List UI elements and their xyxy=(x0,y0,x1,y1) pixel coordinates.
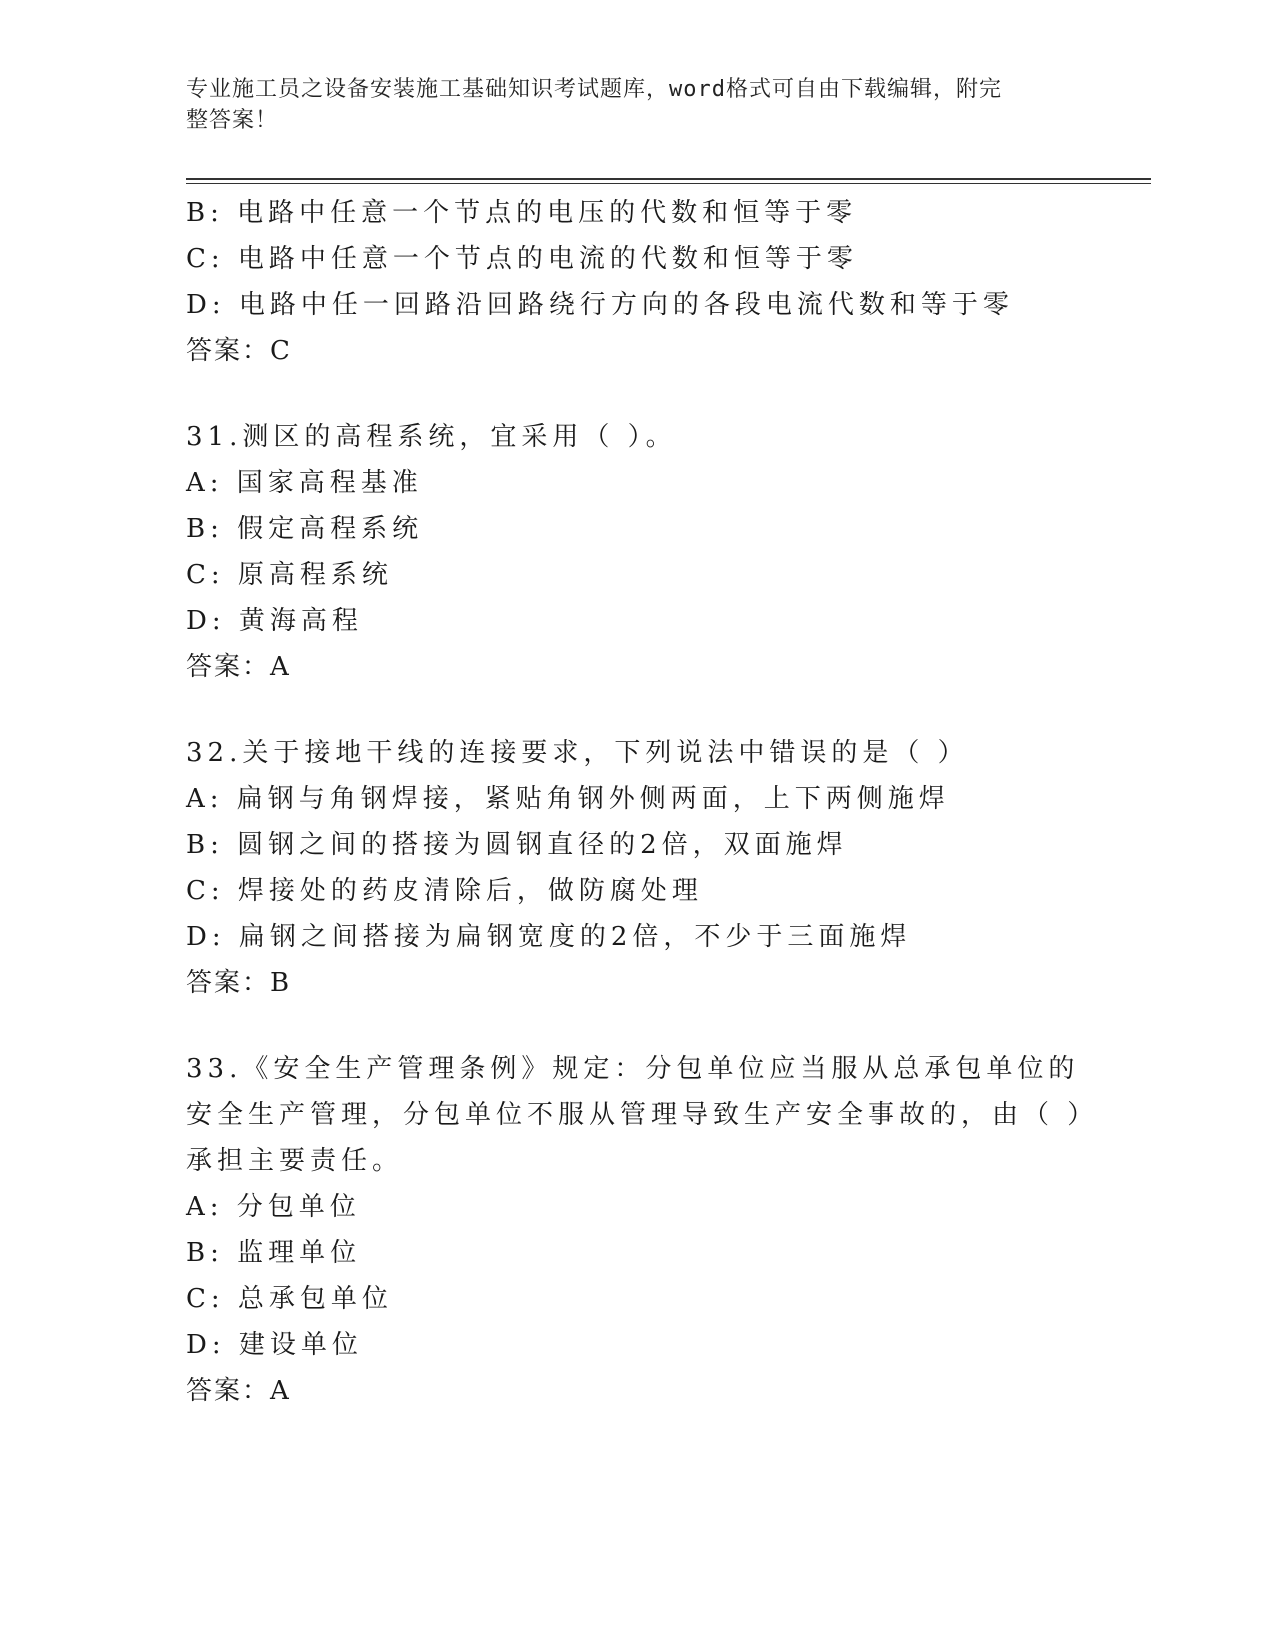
option-b: B: 监理单位 xyxy=(186,1238,362,1268)
question-list xyxy=(186,190,1086,1414)
answer: 答案：A xyxy=(186,652,291,682)
question-stem: 33.《安全生产管理条例》规定：分包单位应当服从总承包单位的安全生产管理，分包单位不服从管理导致生产安全事故的，由（ ）承担主要责任。 xyxy=(186,1054,1086,1176)
answer: 答案：B xyxy=(186,968,292,998)
option-d: D: 扁钢之间搭接为扁钢宽度的2倍，不少于三面施焊 xyxy=(186,922,912,952)
question-31 xyxy=(186,414,1086,690)
answer: 答案：A xyxy=(186,1376,291,1406)
question-30-continued xyxy=(186,190,1086,374)
option-d: D: 黄海高程 xyxy=(186,606,363,636)
document-header xyxy=(186,74,1066,136)
option-c: C: 原高程系统 xyxy=(186,560,393,590)
question-stem: 31.测区的高程系统，宜采用（ ）。 xyxy=(186,422,677,452)
question-32 xyxy=(186,730,1086,1006)
option-c: C: 焊接处的药皮清除后，做防腐处理 xyxy=(186,876,703,906)
header-line-1: 专业施工员之设备安装施工基础知识考试题库，word格式可自由下载编辑，附完 xyxy=(186,77,1002,102)
option-a: A: 分包单位 xyxy=(186,1192,361,1222)
option-d: D: 建设单位 xyxy=(186,1330,363,1360)
question-stem: 32.关于接地干线的连接要求，下列说法中错误的是（ ） xyxy=(186,738,969,768)
question-33 xyxy=(186,1046,1086,1414)
option-a: A: 扁钢与角钢焊接，紧贴角钢外侧两面，上下两侧施焊 xyxy=(186,784,950,814)
option-d: D: 电路中任一回路沿回路绕行方向的各段电流代数和等于零 xyxy=(186,290,1014,320)
answer: 答案：C xyxy=(186,336,292,366)
header-divider-thin xyxy=(186,183,1151,184)
option-b: B: 圆钢之间的搭接为圆钢直径的2倍，双面施焊 xyxy=(186,830,848,860)
option-c: C: 总承包单位 xyxy=(186,1284,393,1314)
header-line-2: 整答案！ xyxy=(186,108,279,133)
header-divider-thick xyxy=(186,178,1151,180)
option-b: B: 电路中任意一个节点的电压的代数和恒等于零 xyxy=(186,198,858,228)
option-a: A: 国家高程基准 xyxy=(186,468,423,498)
option-c: C: 电路中任意一个节点的电流的代数和恒等于零 xyxy=(186,244,858,274)
option-b: B: 假定高程系统 xyxy=(186,514,424,544)
